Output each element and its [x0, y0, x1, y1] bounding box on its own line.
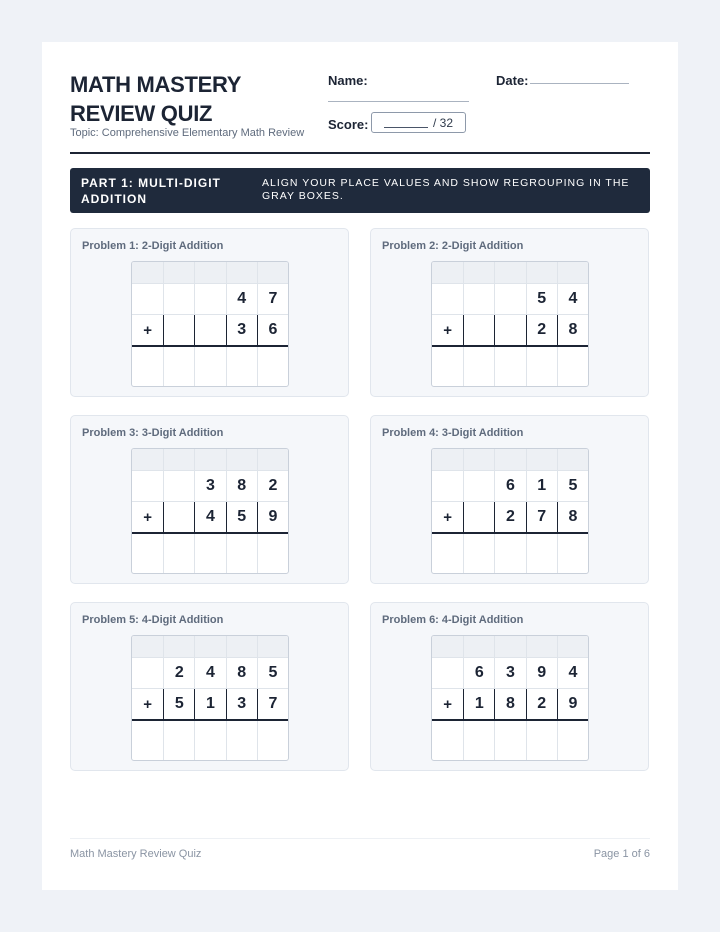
digit-cell: 9	[526, 658, 557, 688]
answer-box[interactable]	[463, 721, 494, 760]
addition-grid	[431, 261, 589, 387]
answer-box[interactable]	[163, 347, 194, 386]
carry-box[interactable]	[494, 449, 525, 470]
header-divider	[70, 152, 650, 154]
section-instructions: ALIGN YOUR PLACE VALUES AND SHOW REGROUPING IN THE GRAY BOXES.	[262, 177, 630, 202]
answer-row	[432, 345, 588, 386]
score-label: Score:	[328, 117, 369, 132]
carry-box[interactable]	[494, 262, 525, 283]
carry-box[interactable]	[463, 262, 494, 283]
answer-box[interactable]	[494, 347, 525, 386]
carry-box[interactable]	[432, 636, 463, 657]
addend-row-bottom	[432, 314, 588, 345]
digit-cell: 5	[226, 502, 257, 532]
addend-row-top	[432, 657, 588, 688]
addend-row-bottom	[132, 314, 288, 345]
digit-cell: 7	[257, 689, 288, 719]
carry-box[interactable]	[557, 262, 588, 283]
plus-sign: +	[443, 321, 452, 339]
answer-box[interactable]	[163, 534, 194, 573]
digit-cell	[132, 471, 163, 501]
plus-sign: +	[143, 508, 152, 526]
answer-box[interactable]	[132, 534, 163, 573]
carry-box[interactable]	[132, 449, 163, 470]
answer-row	[432, 719, 588, 760]
carry-row	[432, 449, 588, 470]
digit-cell: 6	[463, 658, 494, 688]
digit-cell	[432, 284, 463, 314]
digit-cell: 4	[226, 284, 257, 314]
answer-box[interactable]	[432, 534, 463, 573]
name-field[interactable]	[328, 101, 469, 102]
problem-card	[370, 415, 649, 584]
carry-box[interactable]	[494, 636, 525, 657]
digit-cell: 3	[226, 315, 257, 345]
section-banner	[70, 168, 650, 213]
digit-cell: 2	[163, 658, 194, 688]
answer-box[interactable]	[132, 721, 163, 760]
addend-row-bottom	[432, 501, 588, 532]
carry-box[interactable]	[226, 636, 257, 657]
carry-row	[432, 636, 588, 657]
digit-cell: 3	[194, 471, 225, 501]
answer-box[interactable]	[132, 347, 163, 386]
page-number: Page 1 of 6	[593, 848, 650, 860]
footer-title: Math Mastery Review Quiz	[70, 848, 202, 860]
carry-box[interactable]	[526, 449, 557, 470]
addition-grid	[131, 635, 289, 761]
digit-cell	[163, 315, 194, 345]
digit-cell: 5	[526, 284, 557, 314]
answer-box[interactable]	[257, 721, 288, 760]
digit-cell: 1	[463, 689, 494, 719]
carry-box[interactable]	[526, 636, 557, 657]
carry-box[interactable]	[557, 449, 588, 470]
digit-cell: 4	[194, 658, 225, 688]
digit-cell: 4	[557, 658, 588, 688]
addition-grid	[431, 448, 589, 574]
problem-card	[370, 602, 649, 771]
section-title: PART 1: MULTI-DIGIT ADDITION	[81, 176, 221, 206]
carry-box[interactable]	[257, 449, 288, 470]
quiz-page	[42, 42, 678, 890]
digit-cell	[432, 658, 463, 688]
answer-box[interactable]	[526, 347, 557, 386]
digit-cell: 2	[257, 471, 288, 501]
addend-row-top	[132, 470, 288, 501]
problem-label: Problem 1: 2-Digit Addition	[82, 240, 224, 252]
carry-box[interactable]	[163, 636, 194, 657]
problem-label: Problem 4: 3-Digit Addition	[382, 427, 524, 439]
addend-row-top	[432, 470, 588, 501]
digit-cell: 5	[557, 471, 588, 501]
carry-box[interactable]	[226, 262, 257, 283]
plus-sign: +	[443, 695, 452, 713]
quiz-header	[70, 70, 650, 152]
carry-row	[132, 449, 288, 470]
addend-row-bottom	[132, 501, 288, 532]
addend-row-top	[432, 283, 588, 314]
problem-label: Problem 6: 4-Digit Addition	[382, 614, 524, 626]
answer-box[interactable]	[463, 347, 494, 386]
digit-cell	[163, 284, 194, 314]
digit-cell: 3	[226, 689, 257, 719]
addend-row-top	[132, 283, 288, 314]
digit-cell: 5	[163, 689, 194, 719]
answer-box[interactable]	[257, 534, 288, 573]
addend-row-top	[132, 657, 288, 688]
answer-row	[132, 719, 288, 760]
score-blank[interactable]	[384, 118, 428, 128]
carry-box[interactable]	[194, 262, 225, 283]
digit-cell	[163, 471, 194, 501]
problem-card	[70, 228, 349, 397]
addend-row-bottom	[432, 688, 588, 719]
answer-box[interactable]	[526, 721, 557, 760]
answer-box[interactable]	[432, 347, 463, 386]
carry-box[interactable]	[557, 636, 588, 657]
digit-cell: 6	[494, 471, 525, 501]
addend-row-bottom	[132, 688, 288, 719]
digit-cell: 8	[557, 315, 588, 345]
answer-box[interactable]	[194, 347, 225, 386]
answer-box[interactable]	[257, 347, 288, 386]
answer-box[interactable]	[432, 721, 463, 760]
digit-cell: 8	[226, 471, 257, 501]
carry-row	[132, 262, 288, 283]
digit-cell: 4	[194, 502, 225, 532]
problem-card	[70, 415, 349, 584]
answer-box[interactable]	[194, 534, 225, 573]
digit-cell: 7	[257, 284, 288, 314]
answer-box[interactable]	[226, 534, 257, 573]
answer-box[interactable]	[557, 721, 588, 760]
carry-box[interactable]	[163, 449, 194, 470]
answer-box[interactable]	[494, 534, 525, 573]
answer-box[interactable]	[226, 721, 257, 760]
digit-cell: 2	[526, 315, 557, 345]
carry-box[interactable]	[463, 449, 494, 470]
date-field[interactable]	[530, 83, 629, 84]
carry-row	[132, 636, 288, 657]
answer-box[interactable]	[463, 534, 494, 573]
digit-cell	[132, 658, 163, 688]
answer-box[interactable]	[226, 347, 257, 386]
digit-cell: 4	[557, 284, 588, 314]
digit-cell	[463, 315, 494, 345]
digit-cell: 5	[257, 658, 288, 688]
problem-card	[70, 602, 349, 771]
digit-cell: 8	[557, 502, 588, 532]
digit-cell	[132, 284, 163, 314]
digit-cell	[194, 284, 225, 314]
answer-row	[132, 532, 288, 573]
carry-box[interactable]	[194, 636, 225, 657]
carry-box[interactable]	[463, 636, 494, 657]
plus-sign: +	[143, 695, 152, 713]
carry-box[interactable]	[257, 636, 288, 657]
answer-box[interactable]	[194, 721, 225, 760]
digit-cell: 2	[494, 502, 525, 532]
carry-box[interactable]	[526, 262, 557, 283]
plus-sign: +	[143, 321, 152, 339]
digit-cell	[463, 471, 494, 501]
name-label: Name:	[328, 73, 368, 88]
problem-label: Problem 5: 4-Digit Addition	[82, 614, 224, 626]
carry-box[interactable]	[194, 449, 225, 470]
digit-cell	[463, 502, 494, 532]
date-label: Date:	[496, 73, 529, 88]
carry-box[interactable]	[163, 262, 194, 283]
digit-cell: 1	[194, 689, 225, 719]
score-field[interactable]	[371, 112, 466, 133]
digit-cell: 8	[226, 658, 257, 688]
digit-cell	[163, 502, 194, 532]
carry-box[interactable]	[257, 262, 288, 283]
digit-cell	[494, 284, 525, 314]
carry-box[interactable]	[132, 636, 163, 657]
digit-cell	[494, 315, 525, 345]
carry-box[interactable]	[432, 449, 463, 470]
answer-box[interactable]	[557, 347, 588, 386]
digit-cell	[194, 315, 225, 345]
digit-cell: 9	[557, 689, 588, 719]
addition-grid	[131, 448, 289, 574]
answer-row	[432, 532, 588, 573]
digit-cell: 7	[526, 502, 557, 532]
answer-row	[132, 345, 288, 386]
digit-cell: 8	[494, 689, 525, 719]
footer-divider	[70, 838, 650, 839]
plus-sign: +	[443, 508, 452, 526]
digit-cell: 9	[257, 502, 288, 532]
carry-row	[432, 262, 588, 283]
addition-grid	[431, 635, 589, 761]
score-total: / 32	[432, 115, 453, 130]
problem-label: Problem 3: 3-Digit Addition	[82, 427, 224, 439]
problem-card	[370, 228, 649, 397]
answer-box[interactable]	[557, 534, 588, 573]
page-title: MATH MASTERY REVIEW QUIZ	[70, 72, 241, 126]
carry-box[interactable]	[226, 449, 257, 470]
digit-cell: 3	[494, 658, 525, 688]
answer-box[interactable]	[163, 721, 194, 760]
carry-box[interactable]	[432, 262, 463, 283]
digit-cell	[463, 284, 494, 314]
answer-box[interactable]	[526, 534, 557, 573]
problem-label: Problem 2: 2-Digit Addition	[382, 240, 524, 252]
digit-cell	[432, 471, 463, 501]
answer-box[interactable]	[494, 721, 525, 760]
digit-cell: 1	[526, 471, 557, 501]
carry-box[interactable]	[132, 262, 163, 283]
addition-grid	[131, 261, 289, 387]
topic-subtitle: Topic: Comprehensive Elementary Math Review	[70, 127, 305, 139]
digit-cell: 2	[526, 689, 557, 719]
digit-cell: 6	[257, 315, 288, 345]
